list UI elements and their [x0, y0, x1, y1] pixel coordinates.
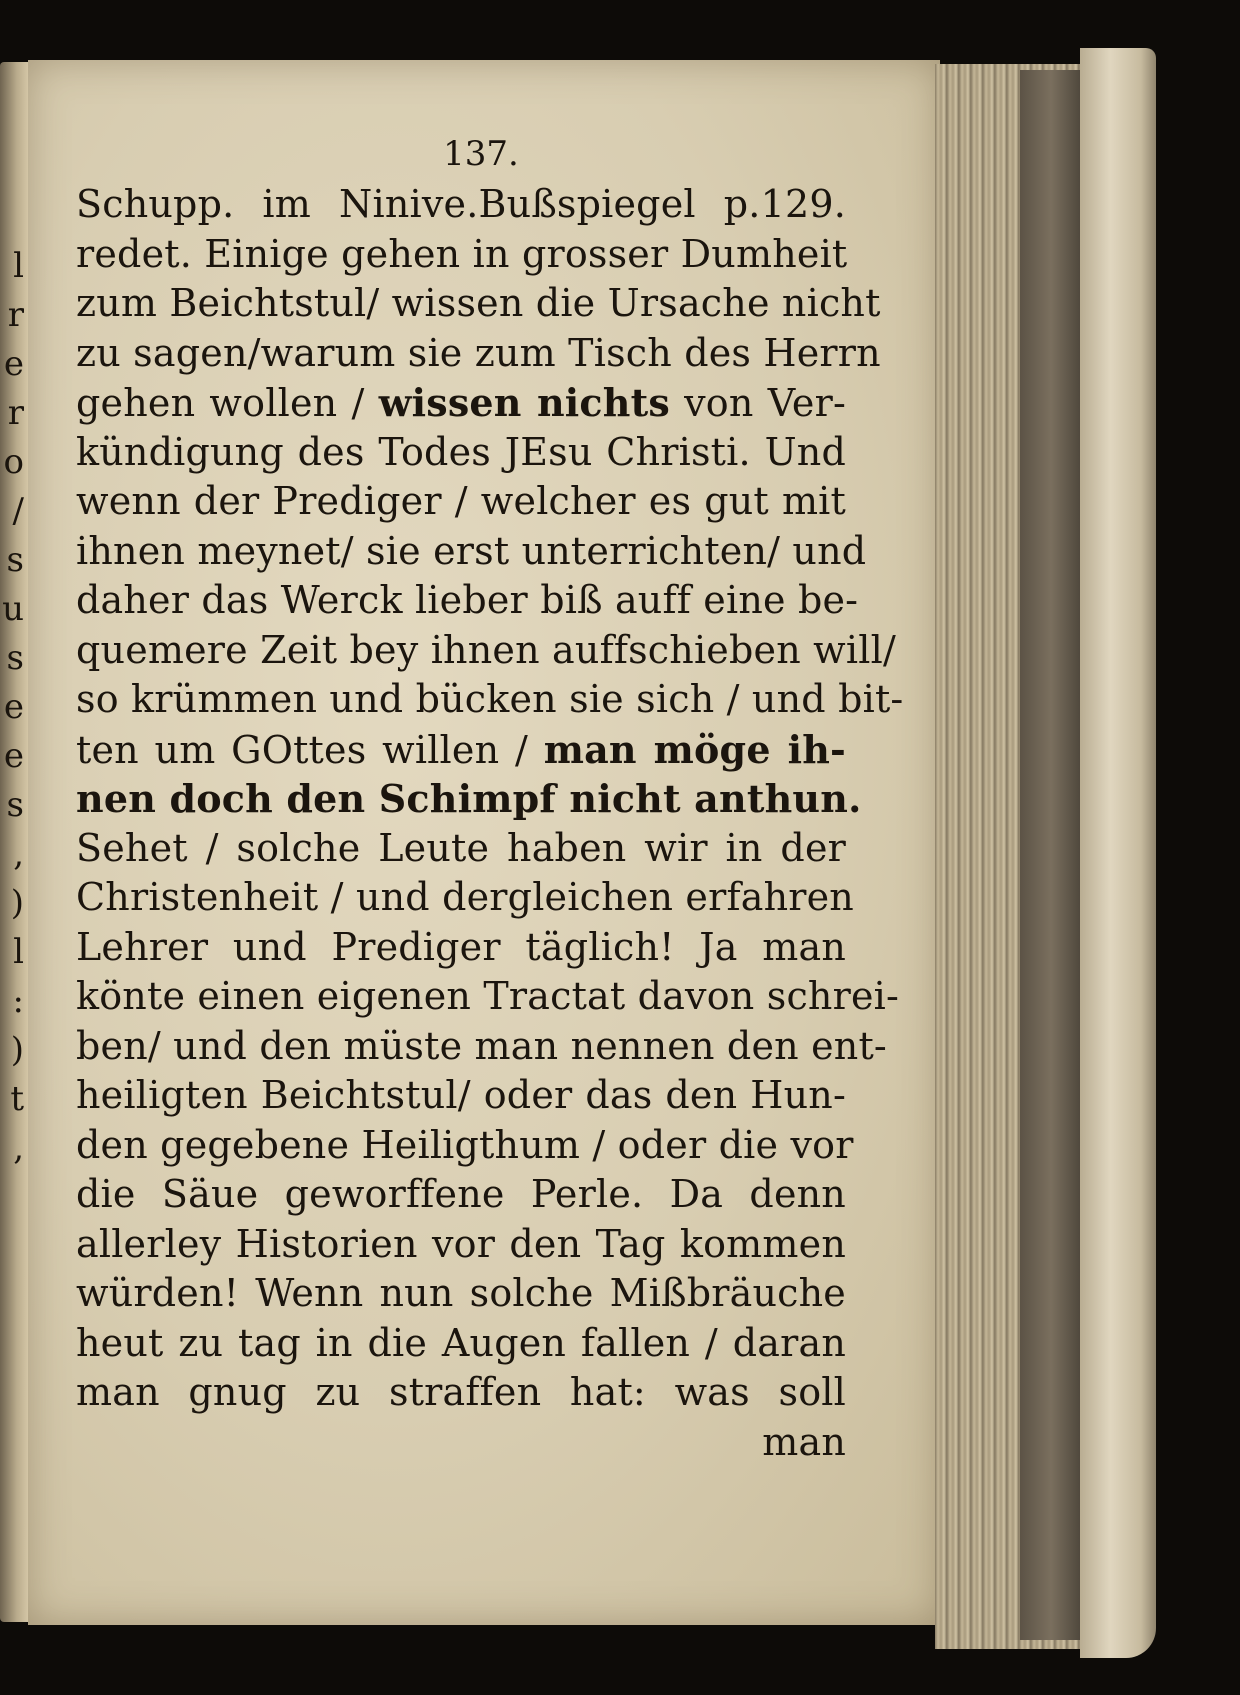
text-line: zum Beichtstul/ wissen die Ursache nicht — [76, 281, 881, 325]
text-line: Schupp. im Ninive.Bußspiegel p.129. — [76, 182, 846, 226]
text-line: würden! Wenn nun solche Mißbräuche — [76, 1271, 846, 1315]
text-line: wenn der Prediger / welcher es gut mit — [76, 479, 846, 523]
facing-page-fragment: e — [3, 736, 24, 776]
catchword: man — [762, 1419, 846, 1464]
facing-page-fragment: r — [7, 393, 24, 433]
facing-page-fragment: o — [3, 442, 24, 482]
text-line: heiligten Beichtstul/ oder das den Hun- — [76, 1073, 846, 1117]
page-block-shadow — [1020, 70, 1082, 1640]
emphasized-text: man möge ih- — [543, 726, 847, 772]
text-line: ihnen meynet/ sie erst unterrichten/ und — [76, 528, 867, 573]
text-line: Christenheit / und dergleichen erfahren — [76, 875, 854, 919]
text-line: quemere Zeit bey ihnen auffschieben will/ — [76, 627, 896, 672]
text-line: Sehet / solche Leute haben wir in der — [76, 825, 846, 870]
page-number: 137. — [443, 134, 519, 174]
facing-page-fragment: s — [6, 638, 24, 678]
facing-page-fragment: , — [13, 834, 24, 874]
text-line: heut zu tag in die Augen fallen / daran — [76, 1320, 846, 1365]
text-line: daher das Werck lieber biß auff eine be- — [76, 578, 859, 622]
facing-page-fragment: e — [3, 344, 24, 384]
text-line: allerley Historien vor den Tag kommen — [76, 1221, 846, 1266]
facing-page-edge — [0, 62, 28, 1622]
text-line — [76, 774, 862, 824]
text-line: kündigung des Todes JEsu Christi. Und — [76, 429, 846, 474]
text-line: redet. Einige gehen in grosser Dumheit — [76, 231, 848, 276]
text-line: ten um GOttes willen / man möge ih- — [76, 726, 847, 772]
facing-page-fragment: ) — [10, 883, 24, 923]
facing-page-fragment: , — [13, 1128, 24, 1168]
facing-page-fragment: / — [12, 491, 24, 531]
facing-page-fragment: l — [13, 246, 24, 286]
book-cover-edge — [1080, 48, 1156, 1658]
facing-page-fragment: e — [3, 687, 24, 727]
text-line: so krümmen und bücken sie sich / und bit- — [76, 677, 904, 721]
emphasized-text: wissen nichts — [378, 380, 670, 425]
facing-page-fragment: ) — [10, 1030, 24, 1070]
facing-page-fragment: u — [2, 589, 24, 629]
facing-page-fragment: l — [13, 932, 24, 972]
text-line: Lehrer und Prediger täglich! Ja man — [76, 924, 846, 969]
text-line: die Säue geworffene Perle. Da denn — [76, 1172, 846, 1216]
text-lines — [76, 180, 904, 1418]
facing-page-fragment: s — [6, 540, 24, 580]
text-line: zu sagen/warum sie zum Tisch des Herrn — [76, 330, 881, 375]
facing-page-fragment: t — [10, 1079, 24, 1119]
text-line: ben/ und den müste man nennen den ent- — [76, 1023, 887, 1068]
facing-page-fragment: s — [6, 785, 24, 825]
text-line: den gegebene Heiligthum / oder die vor — [76, 1122, 854, 1167]
text-line: könte einen eigenen Tractat davon schrei- — [76, 974, 900, 1018]
text-line: man gnug zu straffen hat: was soll — [76, 1370, 846, 1414]
emphasized-text: nen doch den Schimpf nicht anthun. — [76, 776, 862, 821]
facing-page-fragments — [2, 242, 24, 1342]
facing-page-fragment: r — [7, 295, 24, 335]
facing-page-fragment: : — [12, 981, 24, 1021]
page-text-block — [76, 128, 904, 1467]
text-line: gehen wollen / wissen nichts von Ver- — [76, 380, 846, 425]
